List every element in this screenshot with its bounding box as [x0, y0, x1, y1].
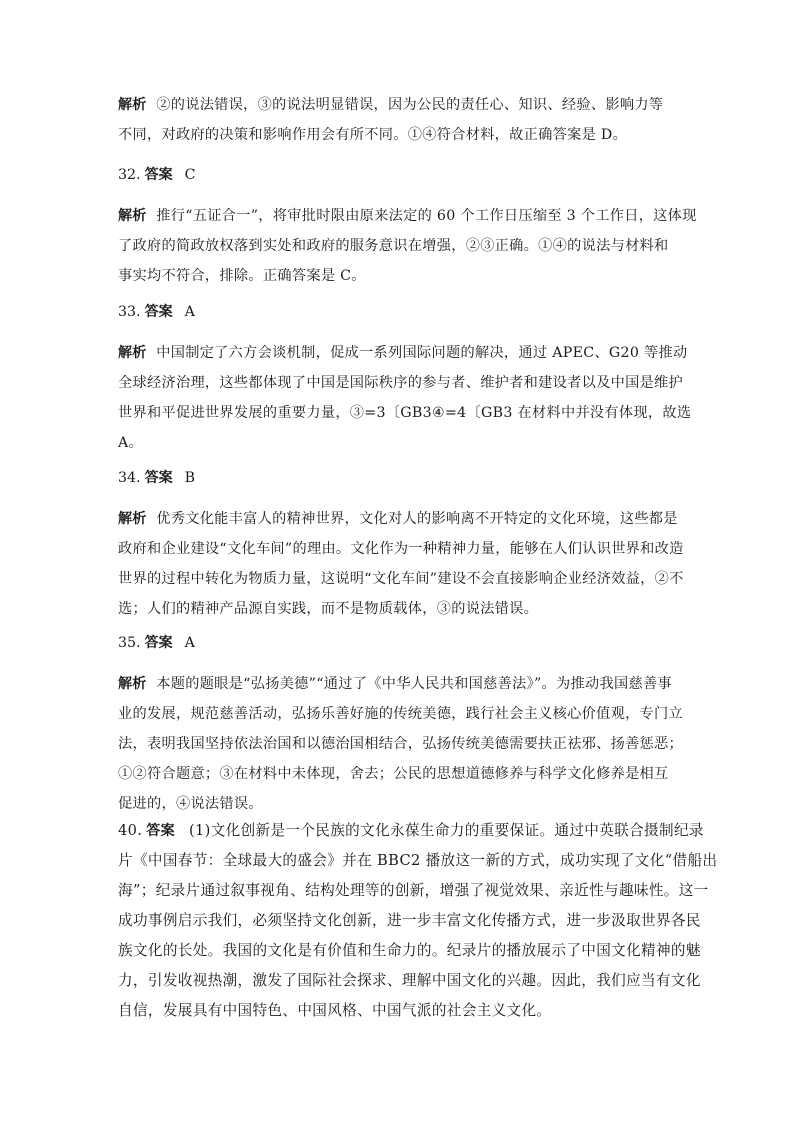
- answer-line: [118, 463, 686, 493]
- text-line: 解析 中国制定了六方会谈机制，促成一系列国际问题的解决，通过 APEC、G20 等推动: [118, 345, 688, 361]
- q35-answer: [118, 628, 686, 658]
- text-line: 40. 答案 (1)文化创新是一个民族的文化永葆生命力的重要保证。通过中英联合摄制纪录: [118, 822, 704, 839]
- q40-answer: [118, 816, 718, 1026]
- answer-line: [118, 628, 686, 658]
- text-line: 政府和企业建设“文化车间”的理由。文化作为一种精神力量，能够在人们认识世界和改造: [118, 541, 684, 557]
- text-line: 片《中国春节：全球最大的盛会》并在 BBC2 播放这一新的方式，成功实现了文化“借船出: [118, 852, 718, 869]
- text-line: 法，表明我国坚持依法治国和以德治国相结合，弘扬传统美德需要扶正祛邪、扬善惩恶；: [118, 736, 684, 752]
- text-line: 了政府的简政放权落到实处和政府的服务意识在增强，②③正确。①④的说法与材料和: [118, 238, 669, 254]
- text-line: ①②符合题意；③在材料中未体现，舍去；公民的思想道德修养与科学文化修养是相互: [118, 766, 669, 782]
- text-line: 不同，对政府的决策和影响作用会有所不同。①④符合材料，故正确答案是 D。: [118, 127, 628, 143]
- analysis-label: 解析: [118, 97, 147, 113]
- q32-analysis: [118, 201, 697, 291]
- answer-value: B: [184, 470, 196, 486]
- text-line: 族文化的长处。我国的文化是有价值和生命力的。纪录片的播放展示了中国文化精神的魅: [118, 942, 701, 959]
- answer-label: 答案: [144, 167, 173, 183]
- text-line: 世界的过程中转化为物质力量，这说明“文化车间”建设不会直接影响企业经济效益，②不: [118, 571, 684, 587]
- text-line: 全球经济治理，这些都体现了中国是国际秩序的参与者、维护者和建设者以及中国是维护: [118, 375, 684, 391]
- text-line: A。: [118, 435, 144, 451]
- answer-line: [118, 160, 686, 190]
- text-line: 业的发展，规范慈善活动，弘扬乐善好施的传统美德，践行社会主义核心价值观，专门立: [118, 706, 684, 722]
- analysis-label: 解析: [118, 676, 147, 692]
- analysis-label: 解析: [118, 345, 147, 361]
- question-number: 33.: [118, 304, 141, 320]
- analysis-label: 解析: [118, 511, 147, 527]
- analysis-label: 解析: [118, 208, 147, 224]
- answer-value: A: [184, 635, 195, 651]
- text-line: 选；人们的精神产品源自实践，而不是物质载体，③的说法错误。: [118, 601, 539, 617]
- text-line: 促进的，④说法错误。: [118, 796, 263, 812]
- text-line: 力，引发收视热潮，激发了国际社会探求、理解中国文化的兴趣。因此，我们应当有文化: [118, 972, 701, 989]
- answer-value: A: [184, 304, 195, 320]
- text-line: 世界和平促进世界发展的重要力量，③=3〔GB3④=4〔GB3 在材料中并没有体现，故选: [118, 405, 692, 421]
- text-line: 解析 优秀文化能丰富人的精神世界，文化对人的影响离不开特定的文化环境，这些都是: [118, 511, 678, 527]
- text-line: 事实均不符合，排除。正确答案是 C。: [118, 268, 366, 284]
- answer-label: 答案: [144, 635, 173, 651]
- text-line: 海”；纪录片通过叙事视角、结构处理等的创新，增强了视觉效果、亲近性与趣味性。这一: [118, 882, 709, 899]
- q33-answer: [118, 297, 686, 327]
- answer-value: C: [184, 167, 196, 183]
- q31-analysis: [118, 90, 686, 150]
- question-number: 40.: [118, 822, 143, 839]
- text-line: 解析 ②的说法错误，③的说法明显错误，因为公民的责任心、知识、经验、影响力等: [118, 97, 664, 113]
- question-number: 32.: [118, 167, 141, 183]
- text-line: 解析 推行“五证合一”，将审批时限由原来法定的 60 个工作日压缩至 3 个工作日，这体现: [118, 208, 697, 224]
- answer-label: 答案: [144, 470, 173, 486]
- q32-answer: [118, 160, 686, 190]
- q33-analysis: [118, 338, 692, 458]
- question-number: 34.: [118, 470, 141, 486]
- answer-label: 答案: [146, 823, 175, 839]
- question-number: 35.: [118, 635, 141, 651]
- answer-line: [118, 297, 686, 327]
- text-line: 解析 本题的题眼是“弘扬美德”“通过了《中华人民共和国慈善法》”。为推动我国慈善事: [118, 676, 672, 692]
- text-line: 成功事例启示我们，必须坚持文化创新，进一步丰富文化传播方式，进一步汲取世界各民: [118, 912, 701, 929]
- answer-label: 答案: [144, 304, 173, 320]
- q35-analysis: [118, 669, 686, 819]
- q34-answer: [118, 463, 686, 493]
- text-line: 自信，发展具有中国特色、中国风格、中国气派的社会主义文化。: [118, 1002, 552, 1019]
- q34-analysis: [118, 504, 686, 624]
